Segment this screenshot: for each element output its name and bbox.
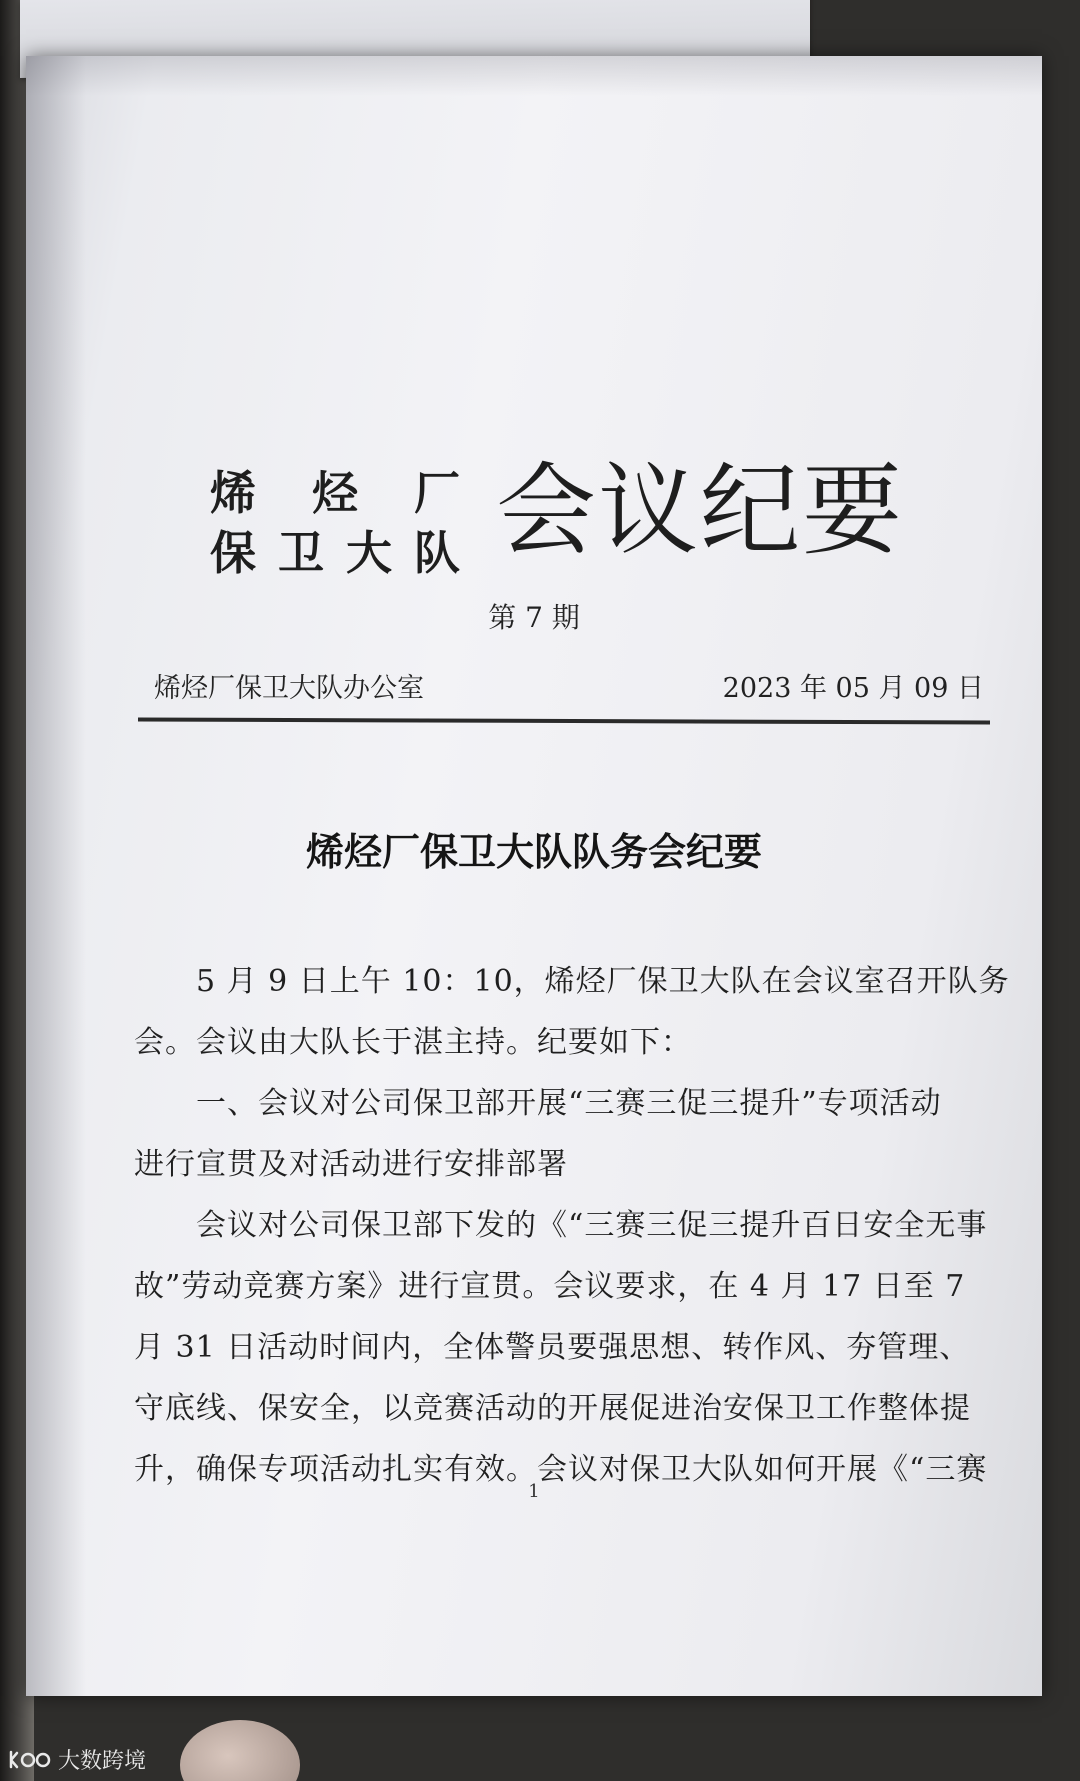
body-line: 会议对公司保卫部下发的《“三赛三促三提升百日安全无事 <box>196 1208 988 1243</box>
org-char: 保 <box>210 526 256 580</box>
body-line: 会。会议由大队长于湛主持。纪要如下： <box>134 1025 692 1060</box>
body-line: 守底线、保安全，以竞赛活动的开展促进治安保卫工作整体提 <box>134 1391 971 1426</box>
org-char: 烃 <box>312 466 358 520</box>
body-line: 一、会议对公司保卫部开展“三赛三促三提升”专项活动 <box>196 1086 942 1121</box>
org-line-1 <box>210 463 460 523</box>
document-body <box>134 951 1010 1500</box>
issue-date: 2023 年 05 月 09 日 <box>722 673 984 704</box>
header-meta <box>154 666 984 705</box>
body-line: 升，确保专项活动扎实有效。会议对保卫大队如何开展《“三赛 <box>134 1452 988 1487</box>
body-line: 月 31 日活动时间内，全体警员要强思想、转作风、夯管理、 <box>134 1330 971 1365</box>
issuing-office: 烯烃厂保卫大队办公室 <box>154 673 424 704</box>
header-title: 会议纪要 <box>496 452 904 569</box>
watermark-logo-icon <box>8 1749 52 1771</box>
header-divider <box>138 718 990 725</box>
watermark-text: 大数跨境 <box>58 1749 147 1774</box>
org-char: 大 <box>346 526 392 580</box>
org-char: 烯 <box>210 466 256 520</box>
document-page <box>26 56 1042 1696</box>
document-header <box>196 451 956 601</box>
page-number: 1 <box>528 1481 540 1502</box>
org-char: 卫 <box>278 526 324 580</box>
body-line: 5 月 9 日上午 10：10，烯烃厂保卫大队在会议室召开队务 <box>196 964 1010 999</box>
header-organization <box>210 463 460 583</box>
body-line: 故”劳动竞赛方案》进行宣贯。会议要求，在 4 月 17 日至 7 <box>134 1269 966 1304</box>
document-title: 烯烃厂保卫大队队务会纪要 <box>305 829 762 874</box>
finger <box>180 1720 300 1781</box>
org-line-2 <box>210 523 460 583</box>
issue-number: 第 7 期 <box>488 601 580 634</box>
body-line: 进行宣贯及对活动进行安排部署 <box>134 1147 568 1182</box>
org-char: 厂 <box>414 466 460 520</box>
org-char: 队 <box>414 526 460 580</box>
watermark <box>8 1744 146 1775</box>
